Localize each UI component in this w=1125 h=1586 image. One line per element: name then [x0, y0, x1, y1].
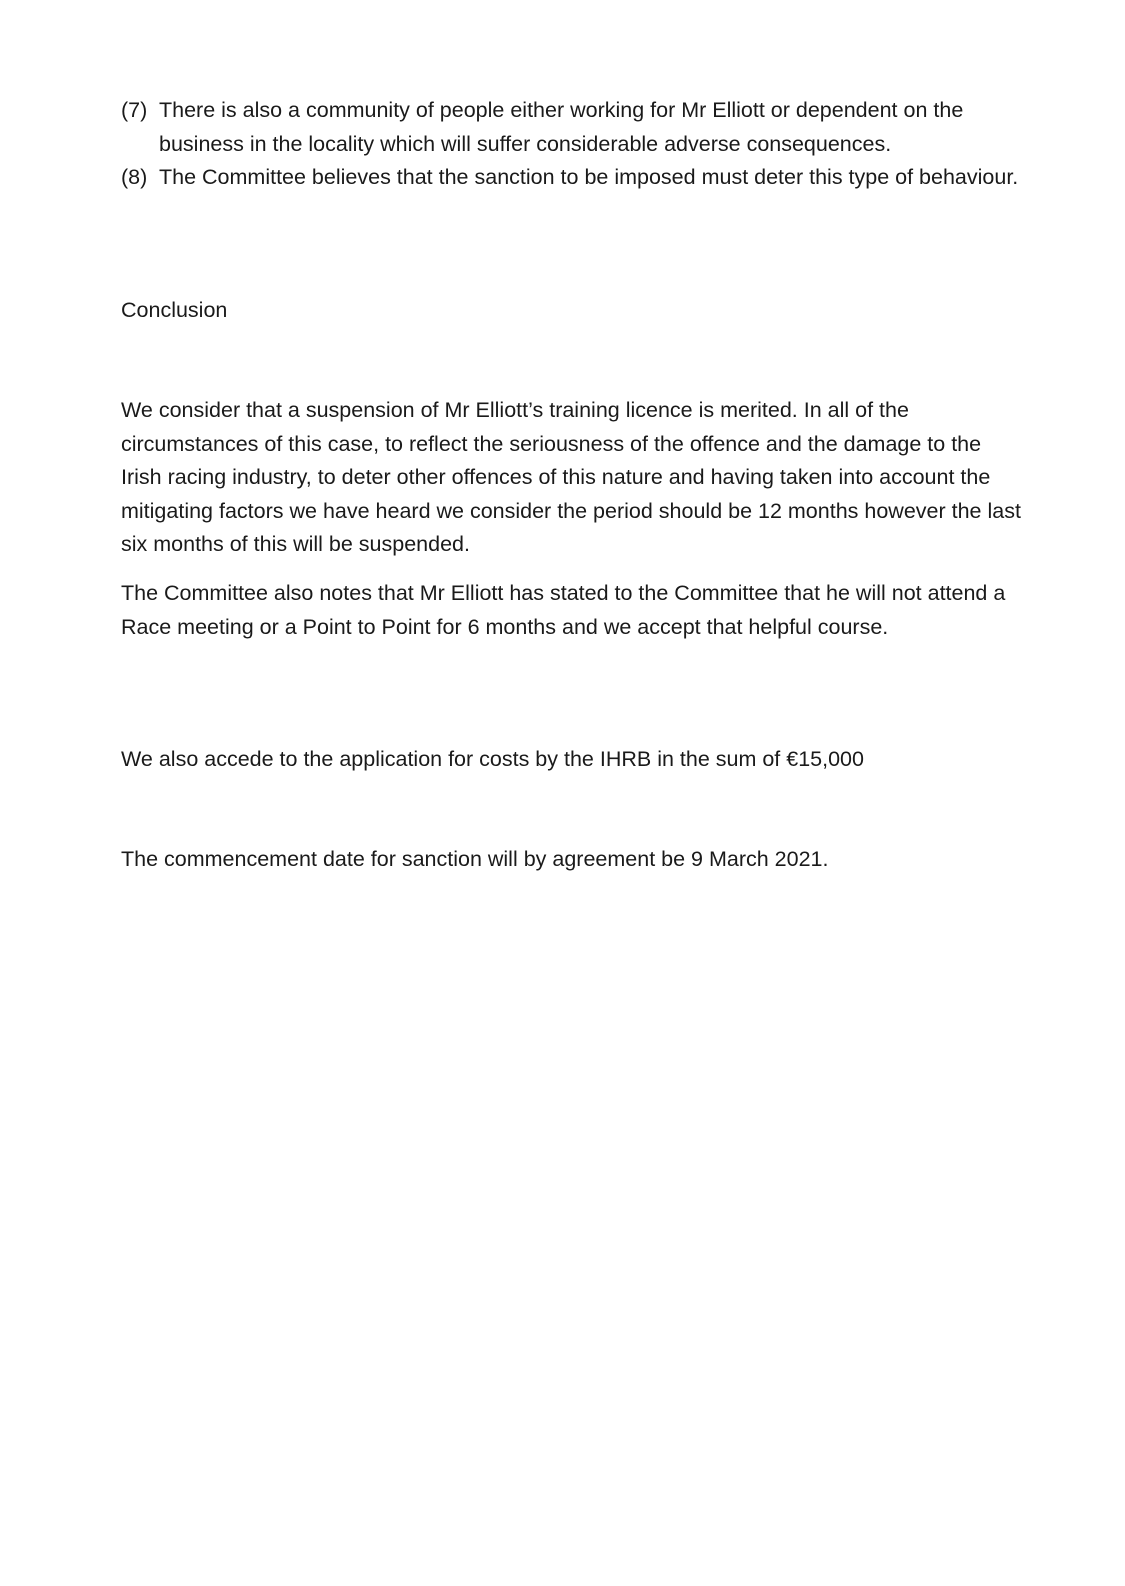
- conclusion-paragraph-attendance: The Committee also notes that Mr Elliott has stated to the Committee that he will not attend a Race meeting or a Point to Point for 6 months and we accept that helpful course.: [121, 581, 1006, 639]
- document-content: [121, 94, 1026, 871]
- conclusion-paragraph-costs: We also accede to the application for costs by the IHRB in the sum of €15,000: [121, 747, 864, 771]
- list-item: [121, 94, 1026, 161]
- list-item-text: There is also a community of people either working for Mr Elliott or dependent on the business in the locality which will suffer considerable adverse consequences.: [159, 98, 964, 156]
- numbered-list: [121, 94, 1026, 195]
- conclusion-paragraph-commencement: The commencement date for sanction will by agreement be 9 March 2021.: [121, 847, 829, 871]
- list-item-text: The Committee believes that the sanction to be imposed must deter this type of behaviour.: [159, 165, 1019, 189]
- list-item-number: (8): [121, 165, 148, 189]
- list-item-number: (7): [121, 98, 148, 122]
- conclusion-paragraph-suspension: We consider that a suspension of Mr Elliott’s training licence is merited. In all of the circumstances of this case, to reflect the seriousness of the offence and the damage to the Irish racing industry, to deter other offences of this nature and having taken into account the mitigating factors we have heard we consider the period should be 12 months however the last six months of this will be suspended.: [121, 398, 1021, 556]
- list-item: [121, 161, 1026, 195]
- conclusion-heading: Conclusion: [121, 298, 228, 322]
